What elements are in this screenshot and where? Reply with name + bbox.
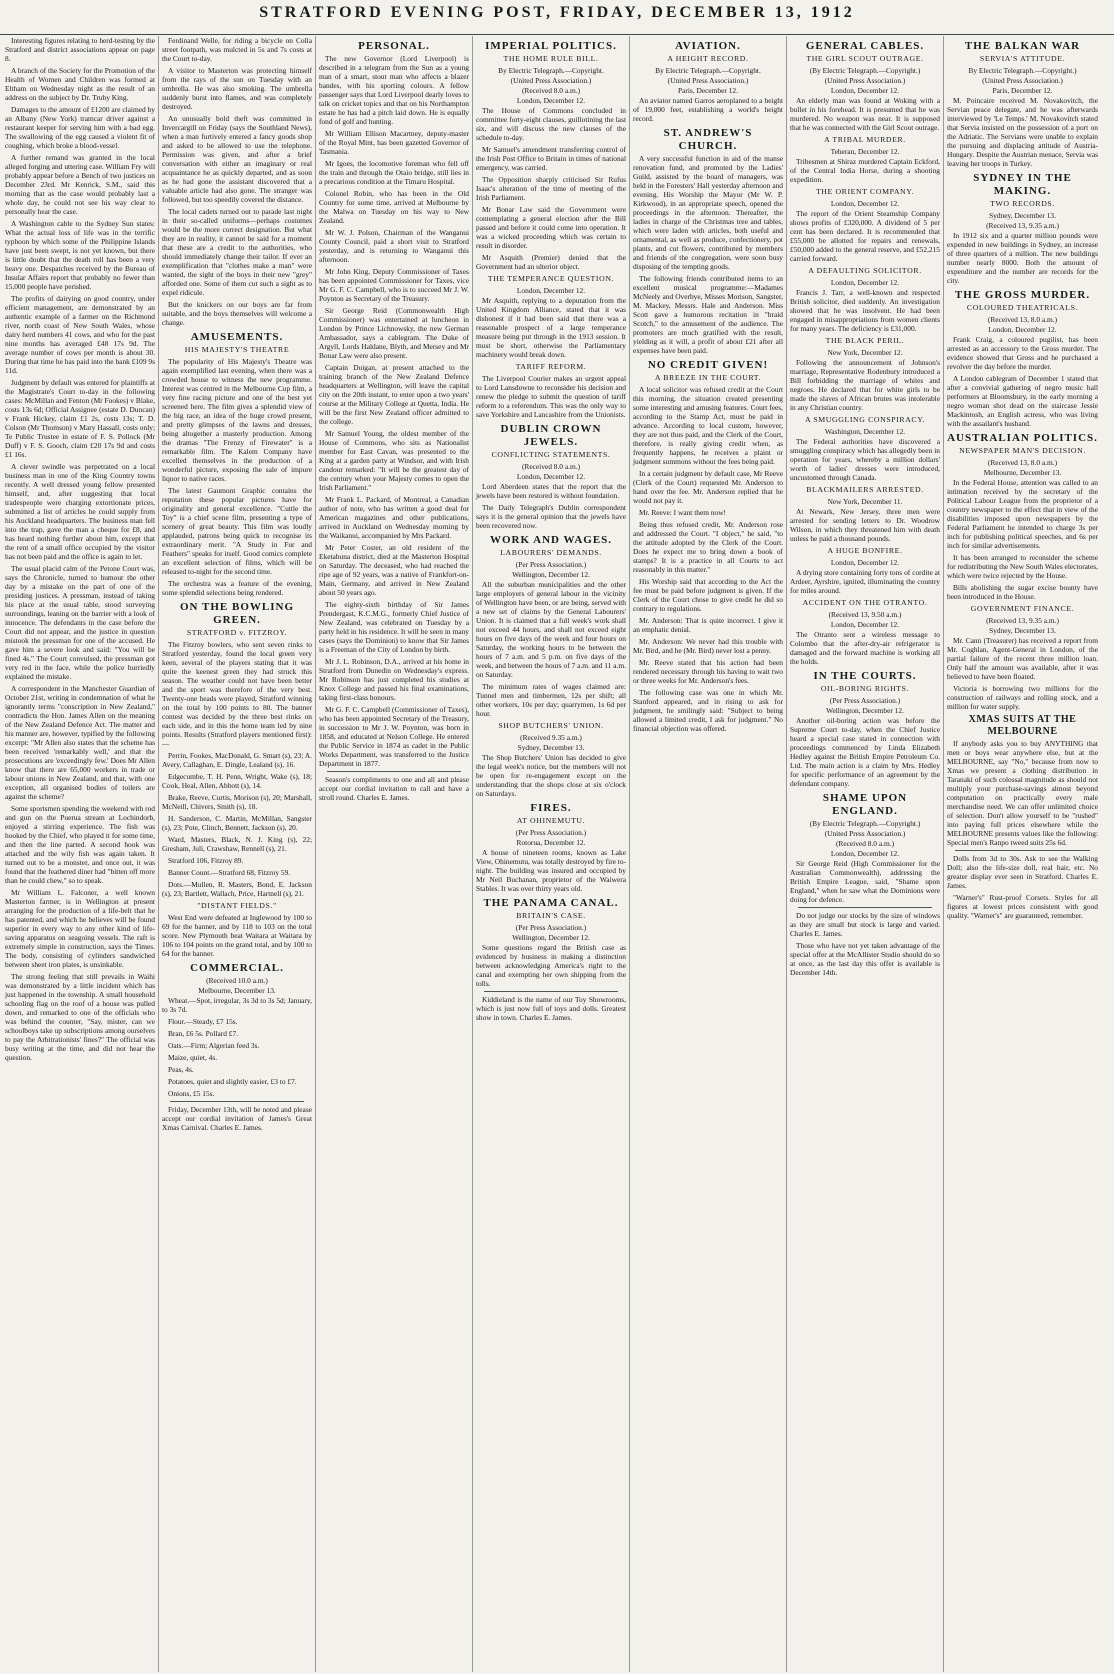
paragraph: It has been arranged to reconsider the scheme for redistributing the New South Wales electorates, which were twice rejected by the House. <box>947 553 1098 580</box>
dateline: London, December 12. <box>830 620 900 629</box>
dateline: London, December 12. <box>830 199 900 208</box>
paragraph: Some sportsmen spending the weekend with rod and gun on the Puerua stream at Lochindorb, enjoyed a stirring experience. The fish was hooked by the Chief, who played it for some time, and then the line parted. A second hook was attached and the wily fish was again taken. It turned out to be a monster, and once out, it was found that the feathered diner had "bitten off more than he could chew," so to speak. <box>5 804 155 885</box>
paragraph: Francis J. Tarr, a well-known and respected British solicitor, died suddenly. An investigation showed that he was insolvent. He had been engaged in misappropriations from women clients for many years. The deficiency is £31,000. <box>790 288 940 333</box>
paragraph: Mr G. F. C. Campbell (Commissioner of Taxes), who has been appointed Secretary of the Treasury, in succession to Mr J. W. Poynton, was born in 1858, and educated at Nelson College. He entered the Public Service in 1874 as cadet in the Public Works Department, was transferred to the Justice Department in 1877. <box>319 705 469 768</box>
paragraph: Mr Igoes, the locomotive foreman who fell off the train and through the Otaio bridge, still lies in a precarious condition at the Timaru Hospital. <box>319 159 469 186</box>
subheadline: TARIFF REFORM. <box>515 362 587 371</box>
dateline: Melbourne, December 13. <box>983 468 1062 477</box>
paragraph: Judgment by default was entered for plaintiffs at the Magistrate's Court to-day in the following cases: McMillan and Fenton (Mr Fookes) v Blake, costs 13s 6d; Official Assignee (estate D. Duncan) v Frank Hickey, claim £1 2s, costs 13s; T. D. Colson (Mr Thomson) v Mary Hassall, costs only; Te Public Trustee in estate of F. S. Pollock (Mr Duff) v F. S. Gooch, claim £20 17s 9d and costs £1 16s. <box>5 378 155 459</box>
paragraph: Mr Bonar Law said the Government were contemplating a general election after the Bill passed and before it could come into operation. It was a wicked proceeding which was certain to result in disorder. <box>476 205 626 250</box>
paragraph: The following case was one in which Mr. Stanford appeared, and in rising to ask for judgment, he smilingly said: "Subject to being allowed a limited credit, I ask for judgment." No financial objection was offered. <box>633 688 783 733</box>
paragraph: The Otranto sent a wireless message to Colombo that the after-dry-air refrigerator is damaged and the forward machine is working all the holds. <box>790 630 940 666</box>
dateline: (Per Press Association.) <box>515 828 587 837</box>
dateline: (Per Press Association.) <box>829 696 901 705</box>
dateline: (United Press Association.) <box>510 76 592 85</box>
paragraph: Dolls from 3d to 30s. Ask to see the Walking Doll; also the life-size doll, real hair, etc. No greater display ever seen in Stratford. Charles E. James. <box>947 854 1098 890</box>
dateline: (Per Press Association.) <box>515 560 587 569</box>
paragraph: The latest Gaumont Graphic contains the reputation these popular pictures have for originality and general excellence. "Cuttle the Toy" is a chief scene film, presenting a type of scenery of great beauty. This film was loudly applauded, patrons being quick to recognise its extraordinary merit. "A Study in Fur and Feathers" speaks for itself. Good comics complete an excellent selection of films, which will be released to-night for the second time. <box>162 486 312 576</box>
paragraph: Mr William L. Falconer, a well known Masterton farmer, is in Wellington at present arranging for the production of a life-belt that he has patented, and which he believes will be found superior in every way to any other kind of life-saving apparatus on seagoing vessels. The raft is extremely simple in construction, says the Times. The body, consisting of cylinders sandwiched between sheet iron plates, is unsinkable. <box>5 888 155 969</box>
paragraph: A visitor to Masterton was protecting himself from the rays of the sun on Tuesday with an umbrella. He was also smoking. The umbrella suddenly burst into flames, and was completely destroyed. <box>162 66 312 111</box>
dateline: (Received 8.0 a.m.) <box>835 839 895 848</box>
dateline: Paris, December 12. <box>992 86 1053 95</box>
paragraph: Bran, £6 5s. Pollard £7. <box>168 1029 239 1038</box>
subheadline: BRITAIN'S CASE. <box>516 911 586 920</box>
column-7 <box>944 36 1101 1672</box>
column-6 <box>787 36 944 1672</box>
paragraph: Edgecumbe, T. H. Penn, Wright, Wake (s), 18; Cook, Heal, Allen, Abbott (s), 14. <box>162 772 312 790</box>
paragraph: Flour.—Steady, £7 15s. <box>168 1017 238 1026</box>
paragraph: An aviator named Garros aeroplaned to a height of 19,000 feet, establishing a world's height record. <box>633 96 783 123</box>
subheadline: THE BLACK PERIL. <box>825 336 905 345</box>
paragraph: The report of the Orient Steamship Company shows profits of £320,000. A dividend of 5 per cent has been declared. It is recommended that £55,000 be allotted for repairs and renewals, £50,000 added to the general reserve, and £52,215 carried forward. <box>790 209 940 263</box>
headline: THE GROSS MURDER. <box>954 289 1091 301</box>
paragraph: Banner Count.—Stratford 68, Fitzroy 59. <box>168 868 291 877</box>
subheadline: HIS MAJESTY'S THEATRE <box>184 345 290 354</box>
subheadline: THE GIRL SCOUT OUTRAGE. <box>806 54 924 63</box>
dateline: Washington, December 12. <box>824 427 906 436</box>
headline: IMPERIAL POLITICS. <box>485 40 617 52</box>
paragraph: A very successful function in aid of the manse renovation fund, and promoted by the Ladies' Guild, assisted by the board of managers, was held in the Foresters' Hall yesterday afternoon and evening. His Worship the Mayor (Mr W. P. Kirkwood), in an appropriate speech, opened the proceedings in the afternoon. Thereafter, the ladies in charge of the Christmas tree and tables, which were laden with articles, both useful and ornamental, as well as produce, confectionery, pot plants, and cut flowers, contributed by members and friends of the congregation, were soon busy disposing of the tempting goods. <box>633 154 783 271</box>
paragraph: The profits of dairying on good country, under efficient management, are demonstrated by an authentic example of a farmer on the Richmond river, north coast of New South Wales, whose dairy herd numbers 41 cows, and who for the past nine months has averaged £48 17s 9d. The average number of cows per month is about 30. During that time he has paid into the bank £109 9s 11d. <box>5 294 155 375</box>
paragraph: Colonel Robin, who has been in the Old Country for some time, arrived at Melbourne by the Malwa on Tuesday on his way to New Zealand. <box>319 189 469 225</box>
paragraph: In 1912 six and a quarter million pounds were expended in new buildings in Sydney, an increase of three quarters of a million. The new buildings number nearly 8000. Both the amount of expenditure and the number are records for the city. <box>947 231 1098 285</box>
paragraph: Onions, £5 15s. <box>168 1089 215 1098</box>
dateline: London, December 12. <box>830 278 900 287</box>
paragraph: The House of Commons concluded in committee forty-eight clauses, guillotining the last six, and will discuss the new clauses of the schedule to-day. <box>476 106 626 142</box>
paragraph: The strong feeling that still prevails in Waihi was demonstrated by a little incident which has just happened in the township. A small household schooling flag on the roof of a house was pulled down, and remarked to one of the officials who was behind the counter, "Say, mister, can we schoolboys take up subscriptions among ourselves to pay the Arbitrationists' fines?" The official was busy writing at the time, and did not hear the question. <box>5 972 155 1062</box>
dateline: (Per Press Association.) <box>515 923 587 932</box>
subheadline: LABOURERS' DEMANDS. <box>500 548 602 557</box>
paragraph: M. Poincaire received M. Novakovitch, the Servian peace delegate, and he was afterwards interviewed by 'Le Temps.' M. Novakovitch stated that Servia insisted on the possession of a port on the Adriatic. The Servians were unable to explain the pursuing and displacing attitude of Austria-Hungary. Despite the Austrian menace, Servia was leaving her troops in Turkey. <box>947 96 1098 168</box>
dateline: Teheran, December 12. <box>830 147 900 156</box>
subheadline: SERVIA'S ATTITUDE. <box>979 54 1066 63</box>
headline: NO CREDIT GIVEN! <box>647 359 769 371</box>
dateline: Wellington, December 12. <box>512 570 590 579</box>
paragraph: An unusually bold theft was committed in Invercargill on Friday (says the Southland News), when a man furtively entered a fancy goods shop and asked to be allowed to use the telephone. Permission was given, and after a brief conversation with either an imaginary or real acquaintance he as quickly departed, and as soon as he had gone the assistant discovered that a valuable article had also gone. The stranger was followed, but too speedily covered the distance. <box>162 114 312 204</box>
column-5 <box>630 36 787 1672</box>
paragraph: Tribesmen at Shiraz murdered Captain Eckford, of the Central India Horse, during a shooting expedition. <box>790 157 940 184</box>
dateline: Paris, December 12. <box>678 86 738 95</box>
dateline: (United Press Association.) <box>982 76 1063 85</box>
paragraph: Mr J. L. Robinson, D.A., arrived at his home in Stratford from Dunedin on Wednesday's express. Mr Robinson has just completed his studies at Knox College and passed his final examinations, taking first-class honours. <box>319 657 469 702</box>
masthead: STRATFORD EVENING POST, FRIDAY, DECEMBER 13, 1912 <box>0 4 1114 35</box>
paragraph: Do not judge our stocks by the size of windows as they are small but stock is large and varied. Charles E. James. <box>790 911 940 938</box>
paragraph: Bills abolishing the sugar excise bounty have been introduced in the House. <box>947 583 1098 601</box>
subheadline: TWO RECORDS. <box>990 199 1055 208</box>
dateline: By Electric Telegraph.—Copyright.) <box>968 66 1077 75</box>
column-1 <box>2 36 159 1672</box>
headline: FIRES. <box>530 802 572 814</box>
column-rule <box>484 991 618 992</box>
headline: AMUSEMENTS. <box>190 331 284 343</box>
dateline: Wellington, December 12. <box>512 933 590 942</box>
dateline: (Received 13, 9.35 a.m.) <box>986 616 1059 625</box>
subheadline: A TRIBAL MURDER. <box>824 135 906 144</box>
paragraph: At Newark, New Jersey, three men were arrested for sending letters to Dr. Woodrow Wilson, in which they threatened him with death unless he paid a thousand pounds. <box>790 507 940 543</box>
paragraph: A London cablegram of December 1 stated that after a convivial gathering of negro music hall performers at Bloomsbury, in the early morning a negro woman shot dead on the staircase Jessie Mackintosh, an English actress, who was living with the assailant's husband. <box>947 374 1098 428</box>
headline: IN THE COURTS. <box>813 670 917 682</box>
paragraph: The usual placid calm of the Petone Court was, says the Chronicle, turned to humour the other day by a mistake on the part of one of the presiding justices. A pressman, instead of taking his place at the usual table, stood surveying surroundings, leaning on the barrier with a look of innocence. The defendants in the case before the Court did not appear, and the justice in question mistook the pressman for one of the accused. He gave him a severe look and said: "You will be fined 4s." The Court convulsed, the pressman got very red in the face, while the police hurriedly explained the mistake. <box>5 564 155 681</box>
paragraph: Mr Frank L. Packard, of Montreal, a Canadian author of note, who has written a good deal for American magazines and other publications, arrived in Auckland on Wednesday morning by the Waikanui, accompanied by Mrs Packard. <box>319 495 469 540</box>
paragraph: Mr W. J. Polson, Chairman of the Wanganui County Council, paid a short visit to Stratford yesterday, and is returning to Wanganui this afternoon. <box>319 228 469 264</box>
paragraph: A drying store containing forty tons of cordite at Ardeer, Ayrshire, ignited, illuminating the country for miles around. <box>790 568 940 595</box>
paragraph: Perrin, Fookes, MacDonald, G. Smart (s), 23; A. Avery, Callaghan, E. Dingle, Lealand (s), 16. <box>162 751 312 769</box>
headline: THE BALKAN WAR <box>964 40 1081 52</box>
paragraph: Brake, Reeve, Curtis, Morison (s), 20; Marshall, McNeill, Chivers, Smith (s), 18. <box>162 793 312 811</box>
subheadline: "DISTANT FIELDS." <box>197 901 277 910</box>
paragraph: Some questions regard the British case as evidenced by business in making a distinction between acknowledging America's right to the canal and exempting her own shipping from the tolls. <box>476 943 626 988</box>
subheadline: A DEFAULTING SOLICITOR. <box>808 266 922 275</box>
subheadline: OIL-BORING RIGHTS. <box>820 684 910 693</box>
paragraph: A house of nineteen rooms, known as Lake View, Ohinemutu, was totally destroyed by fire to-night. The building was insured and occupied by Mr Neil Buchanan, proprietor of the Waiwera Stables. It was over thirty years old. <box>476 848 626 893</box>
headline: COMMERCIAL. <box>190 962 284 974</box>
paragraph: Mr Asquith (Premier) denied that the Government had an ulterior object. <box>476 253 626 271</box>
subheadline: ACCIDENT ON THE OTRANTO. <box>802 598 928 607</box>
dateline: Sydney, December 13. <box>989 211 1056 220</box>
dateline: Melbourne, December 13. <box>198 986 276 995</box>
paragraph: A branch of the Society for the Promotion of the Health of Women and Children was formed at Eltham on Wednesday night as the result of an address on the subject by Dr. Truby King. <box>5 66 155 102</box>
dateline: Sydney, December 13. <box>989 626 1056 635</box>
paragraph: Damages to the amount of £1200 are claimed by an Albany (New York) tramcar driver against a restaurant keeper for serving him with a bad egg. The swallowing of the egg caused a violent fit of coughing, which broke a blood-vessel. <box>5 105 155 150</box>
paragraph: The minimum rates of wages claimed are: Tunnel men and timbermen, 12s per shift; all other workers, 10s per day; quarrymen, 1s 6d per hour. <box>476 682 626 718</box>
paragraph: Victoria is borrowing two millions for the construction of railways and rolling stock, and a million for water supply. <box>947 684 1098 711</box>
paragraph: Season's compliments to one and all and please accept our cordial invitation to call and have a stroll round. Charles E. James. <box>319 775 469 802</box>
paragraph: Peas, 4s. <box>168 1065 194 1074</box>
subheadline: BLACKMAILERS ARRESTED. <box>806 485 924 494</box>
headline: GENERAL CABLES. <box>805 40 925 52</box>
headline: PERSONAL. <box>358 40 430 52</box>
dateline: Rotorua, December 12. <box>516 838 586 847</box>
columns-container <box>2 36 1112 1672</box>
paragraph: H. Sanderson, C. Martin, McMillan, Sangster (s), 23; Pote, Clinch, Bennett, Jackson (s), 20. <box>162 814 312 832</box>
column-2 <box>159 36 316 1672</box>
paragraph: The new Governor (Lord Liverpool) is described in a telegram from the Sun as a young man of a smart, stout man who affects a blazer bandes, with his sporting colours. A fellow passenger says that Lord Liverpool dearly loves to talk on cricket topics and that on his Northampton estate he has had a pitch laid down. He is equally fond of golf and hunting. <box>319 54 469 126</box>
subheadline: THE ORIENT COMPANY. <box>815 187 915 196</box>
paragraph: An elderly man was found at Woking with a bullet in his forehead. It is presumed that he was murdered. No weapon was near. It is supposed that he was connected with the Girl Scout outrage. <box>790 96 940 132</box>
paragraph: Potatoes, quiet and slightly easier, £3 to £7. <box>168 1077 297 1086</box>
dateline: (Received 8.0 a.m.) <box>521 86 581 95</box>
headline: AVIATION. <box>675 40 741 52</box>
headline: SYDNEY IN THE MAKING. <box>973 172 1072 197</box>
dateline: (By Electric Telegraph.—Copyright.) <box>809 66 921 75</box>
dateline: Sydney, December 13. <box>517 743 585 752</box>
dateline: (United Press Association.) <box>667 76 749 85</box>
paragraph: West End were defeated at Inglewood by 100 to 69 for the banner, and by 118 to 103 on the total score. New Plymouth beat Waitara at Waitara by 106 to 104 points on the grand total, and by 100 to 64 for the banner. <box>162 913 312 958</box>
paragraph: Mr Asquith, replying to a deputation from the United Kingdom Alliance, stated that it was dishonest if it had been said that there was a reasonable prospect of a large temperance measure being put through in the 1913 session. It must be short, otherwise the Parliamentary machinery would break down. <box>476 296 626 359</box>
paragraph: The eighty-sixth birthday of Sir James Prendergast, K.C.M.G., formerly Chief Justice of New Zealand, was celebrated on Tuesday by a party held in his residence. It will be seen in many cases (says the Dominion) to know that Sir James is a Freeman of the City of London by birth. <box>319 600 469 654</box>
paragraph: The Federal authorities have discovered a smuggling conspiracy which has allegedly been in operation for years, whereby a million dollars' worth of ladies' dresses were introduced, uncustomed through Canada. <box>790 437 940 482</box>
paragraph: Following the announcement of Johnson's marriage, Representative Rodenbury introduced a Bill forbidding the marriage of whites and negroes. He declared that for white girls to be made the slaves of African brutes was intolerable in any Christian country. <box>790 358 940 412</box>
subheadline: A BREEZE IN THE COURT. <box>654 373 762 382</box>
paragraph: Kiddieland is the name of our Toy Showrooms, which is just now full of toys and dolls. Greatest show in town. Charles E. James. <box>476 995 626 1022</box>
paragraph: Another oil-boring action was before the Supreme Court to-day, when the Chief Justice heard a special case stated in connection with proceedings commenced by Linda Elizabeth Hedley against the British Empire Petroleum Co. Ltd. The main action is a claim by Mrs. Hedley for specific performance of an agreement by the defendant company. <box>790 716 940 788</box>
headline: SHAME UPON ENGLAND. <box>822 792 908 817</box>
paragraph: The popularity of His Majesty's Theatre was again exemplified last evening, when there was a crowded house to witness the new programme. Interest was centred in the Melbourne Cup film, a very fine racing picture and one of the best yet screened here. The film gives a splendid view of the big race, an idea of the huge crowd present, and pretty glimpses of the lawns and dresses, being altogether a masterly production. Among the dramas "The Frenzy of Firewater" is a remarkable film. The Kalem Company have excelled themselves in the production of a wonderful picture, exposing the sale of impure liquor to native races. <box>162 357 312 483</box>
paragraph: Mr John King, Deputy Commissioner of Taxes has been appointed Commissioner for Taxes, vice Mr G. F. C. Campbell, who is to succeed Mr J. W. Poynton as Secretary of the Treasury. <box>319 267 469 303</box>
paragraph: A clever swindle was perpetrated on a local business man in one of the King Country towns recently. A well dressed young fellow presented himself, and, after suggesting that local tradespeople were charging extortionate prices, submitted a list of articles he could supply from his Auckland headquarters. The business man fell into the trap, gave the man a cheque for £8, and has heard nothing further about him, except that the rent of a small office occupied by the visitor has not been paid and the office is again to let. <box>5 462 155 561</box>
subheadline: COLOURED THEATRICALS. <box>966 303 1079 312</box>
dateline: London, December 12. <box>830 849 900 858</box>
paragraph: A correspondent in the Manchester Guardian of October 21st, writing in condemnation of what he ignorantly terms "conscription in New Zealand," contradicts the Hon. James Allen on the meaning of the New Zealand Defence Act. The matter and his manner are, however, typified by the following excerpt: "Mr Allen also states that the scheme has been received 'remarkably well,' and that the prosecutions are 'exceedingly few.' Does Mr Allen know that there are 65,000 workers in trade or labour unions in New Zealand, and that, with one exception, all organised bodies of toilers are against the scheme? <box>5 684 155 801</box>
paragraph: Stratford 106, Fitzroy 89. <box>168 856 244 865</box>
dateline: London, December 12. <box>988 325 1057 334</box>
paragraph: The Shop Butchers' Union has decided to give the legal week's notice, but the members will not be open for re-engagement except on the understanding that the shops close at six o'clock on Saturdays. <box>476 753 626 798</box>
dateline: (Received 13, 8.0 a.m.) <box>987 458 1058 467</box>
paragraph: Mr. Anderson: We never had this trouble with Mr. Bird, and he (Mr. Bird) never lost a penny. <box>633 637 783 655</box>
subheadline: SHOP BUTCHERS' UNION. <box>498 721 604 730</box>
dateline: By Electric Telegraph.—Copyright. <box>655 66 761 75</box>
headline: WORK AND WAGES. <box>489 534 613 546</box>
dateline: (Received 13, 9.50 a.m.) <box>828 610 902 619</box>
paragraph: Frank Craig, a coloured pugilist, has been arrested as an accessory to the Gross murder. The evidence showed that Gross and he purchased a revolver the day before the murder. <box>947 335 1098 371</box>
subheadline: NEWSPAPER MAN'S DECISION. <box>959 446 1086 455</box>
dateline: (Received 13, 8.0 a.m.) <box>987 315 1058 324</box>
headline: DUBLIN CROWN JEWELS. <box>500 423 602 448</box>
paragraph: Mr. Reeve: I want them now! <box>639 508 727 517</box>
dateline: London, December 12. <box>516 286 586 295</box>
dateline: New York, December 12. <box>827 348 903 357</box>
dateline: (Received 8.0 a.m.) <box>521 462 581 471</box>
paragraph: But the knickers on our boys are far from suitable, and the boys themselves will welcome a change. <box>162 300 312 327</box>
paragraph: Sir George Reid (Commonwealth High Commissioner) was entertained at luncheon in London by Prince Lichnowsky, the new German Ambassador, says a cablegram. The Duke of Argyll, Lords Haldane, Blyth, and Mersey and Mr Bonar Law were also present. <box>319 306 469 360</box>
paragraph: Those who have not yet taken advantage of the special offer at the McAllister Studio should do so at once, as the last day this offer is available is December 14th. <box>790 941 940 977</box>
paragraph: His Worship said that according to the Act the fee must be paid before judgment is given. If the Clerk of the Court chose to give credit he did so contrary to regulations. <box>633 577 783 613</box>
paragraph: The Daily Telegraph's Dublin correspondent says it is the general opinion that the jewels have been recovered now. <box>476 503 626 530</box>
paragraph: Captain Duigan, at present attached to the training branch of the New Zealand Defence headquarters at Wellington, will leave the capital city on the 20th instant, to enter upon a two years' course at the Military College at Quetta, India. He will be the first New Zealand officer admitted to the college. <box>319 363 469 426</box>
paragraph: Lord Aberdeen states that the report that the jewels have been restored is without foundation. <box>476 482 626 500</box>
paragraph: The following friends contributed items to an excellent musical programme:—Madames McNeely and Overbye, Misses Morison, Sangster, M. Mackey, Messrs. Hale and Anderson. Miss Scott gave a humorous recitation in "braid Scotch," to the amusement of the audience. The promoters are much gratified with the result, yielding as it will, a profit of about £21 after all expenses have been paid. <box>633 274 783 355</box>
paragraph: The local cadets turned out to parade last night in their so-called uniforms—perhaps costumes would be the more correct designation. But what they are in reality, it cannot be said for a moment that these are a credit to the authorities, who should immediately change their tailor. If ever an exemplification that "clothes make a man" were wanted, the sight of the boys in their new "grey" afforded one. Some of them cut such a sight as to expel ridicule. <box>162 207 312 297</box>
subheadline: THE HOME RULE BILL. <box>503 54 599 63</box>
dateline: (United Press Association.) <box>824 76 906 85</box>
paragraph: A local solicitor was refused credit at the Court this morning, the situation created presenting some interesting and amusing features. Court fees, according to the Stamp Act, must be paid in advance. According to local custom, however, they are not thus paid, and the Clerk of the Court, therefore, is really giving credit when, as frequently happens, he receives a plaint or judgment summons without the fees being paid. <box>633 385 783 466</box>
dateline: By Electric Telegraph.—Copyright. <box>498 66 604 75</box>
paragraph: Mr William Ellison Macartney, deputy-master of the Royal Mint, has been gazetted Governor of Tasmania. <box>319 129 469 156</box>
headline: XMAS SUITS AT THE MELBOURNE <box>968 714 1077 737</box>
paragraph: Sir George Reid (High Commissioner for the Australian Commonwealth), addressing the British Empire League, said, "Shame upon England," when he saw what the Dominions were doing for defence. <box>790 859 940 904</box>
paragraph: Mr. Reeve stated that his action had been rendered necessary through his having to wait two or three weeks for Mr. Anderson's fees. <box>633 658 783 685</box>
paragraph: The Opposition sharply criticised Sir Rufus Isaac's alteration of the time of meeting of the Irish Parliament. <box>476 175 626 202</box>
subheadline: A HUGE BONFIRE. <box>827 546 903 555</box>
subheadline: GOVERNMENT FINANCE. <box>970 604 1075 613</box>
subheadline: A HEIGHT RECORD. <box>667 54 749 63</box>
column-rule <box>798 907 932 908</box>
dateline: (United Press Association.) <box>824 829 906 838</box>
paragraph: A further remand was granted in the local alleged forging and uttering case. William Fry will probably appear before a Bench of two justices on December 23rd. Mr Kenrick, S.M., said this morning that as the case would probably last a whole day, he could not see his way clear to personally hear the case. <box>5 153 155 216</box>
paragraph: Mr. Cann (Treasurer) has received a report from Mr. Coghlan, Agent-General in London, of the partial failure of the recent three million loan. Only half the amount was available, after it was believed to have been floated. <box>947 636 1098 681</box>
paragraph: Mr Samuel Young, the oldest member of the House of Commons, who sits as Nationalist member for East Cavan, was presented to the King at a garden party at Windsor, and with Irish candour remarked: "It will be the greatest day of the century when your Majesty comes to open the Irish Parliament." <box>319 429 469 492</box>
paragraph: A Washington cable to the Sydney Sun states: What the actual loss of life was in the terrific typhoon by which some of the Philippine Islands have just been swept, is not yet known, but there is little doubt that the death roll has been a very heavy one. Despatches received by the Bureau of Insular Affairs report that probably no fewer than 15,000 people have perished. <box>5 219 155 291</box>
paragraph: Friday, December 13th, will be noted and please accept our cordial invitation of James's Great Xmas Carnival. Charles E. James. <box>162 1105 312 1132</box>
paragraph: Oats.—Firm; Algerian feed 3s. <box>168 1041 260 1050</box>
paragraph: The Fitzroy bowlers, who sent seven rinks to Stratford yesterday, found the local green very keen, several of the players stating that it was quite the keenest green they had struck this season. The weather could not have been better and the sport was therefore of the very best. Twenty-one heads were played, Stratford winning on the total by 100 points to 80. The banner contest was decided by the three best rinks on each side, and in this the home team led by nine points. Results (Stratford players mentioned first):— <box>162 640 312 748</box>
paragraph: In the Federal House, attention was called to an intimation received by the secretary of the Political Labour League from the proprietor of a country newspaper to the effect that in view of the disabilities imposed upon newspapers by the Federal Parliament he intended to charge 3s per inch for publishing political speeches, and 6s per inch for similar advertisements. <box>947 478 1098 550</box>
paragraph: Maize, quiet, 4s. <box>168 1053 218 1062</box>
paragraph: Mr Peter Coster, an old resident of the Eketahuna district, died at the Masterton Hospital on Saturday. The deceased, who had reached the ripe age of 92 years, was a native of Frankfort-on-Main, Germany, and arrived in New Zealand about 50 years ago. <box>319 543 469 597</box>
headline: ST. ANDREW'S CHURCH. <box>663 127 753 152</box>
dateline: London, December 12. <box>516 96 586 105</box>
paragraph: In a certain judgment by default case, Mr Reeve (Clerk of the Court) requested Mr. Anderson to hand over the fee. Mr. Anderson replied that he would not pay it. <box>633 469 783 505</box>
paragraph: Ferdinand Welle, for riding a bicycle on Colla street footpath, was mulcted in 5s and 7s costs at the Court to-day. <box>162 36 312 63</box>
dateline: (Received 13, 9.35 a.m.) <box>986 221 1059 230</box>
paragraph: Mr Samuel's amendment transferring control of the Irish Post Office to Britain in times of national emergency, was carried. <box>476 145 626 172</box>
dateline: (By Electric Telegraph.—Copyright.) <box>809 819 921 828</box>
paragraph: Ward, Masters, Black, N. J. King (s), 22; Gresham, Juli, Crawshaw, Rennell (s), 21. <box>162 835 312 853</box>
subheadline: AT OHINEMUTU. <box>516 816 586 825</box>
headline: THE PANAMA CANAL. <box>483 897 619 909</box>
paragraph: Wheat.—Spot, irregular, 3s 3d to 3s 5d; January, to 3s 7d. <box>162 996 312 1014</box>
subheadline: CONFLICTING STATEMENTS. <box>491 450 611 459</box>
column-4 <box>473 36 630 1672</box>
headline: ON THE BOWLING GREEN. <box>179 601 295 626</box>
paragraph: Interesting figures relating to herd-testing by the Stratford and district associations appear on page 8. <box>5 36 155 63</box>
paragraph: All the suburban municipalities and the other large employers of general labour in the vicinity of Wellington have been, or are being, served with a new set of claims by the General Labourers' Union. It is claimed that a full week's work shall not exceed 44 hours, and shall not exceed eight hours on five days of the week and four hours on Saturday, the working hours to be between the hours of 7 a.m. and 5 p.m. on five days of the week, and between the hours of 7 a.m. and 11 a.m. on Saturday. <box>476 580 626 679</box>
dateline: London, December 12. <box>516 472 586 481</box>
subheadline: THE TEMPERANCE QUESTION. <box>487 274 615 283</box>
dateline: Wellington, December 12. <box>826 706 904 715</box>
dateline: (Received 9.35 a.m.) <box>520 733 582 742</box>
paragraph: "Warner's" Rust-proof Corsets. Styles for all figures at lowest prices consistent with good quality. "Warner's" are guaranteed, remember. <box>947 893 1098 920</box>
subheadline: STRATFORD v. FITZROY. <box>186 628 288 637</box>
headline: AUSTRALIAN POLITICS. <box>947 432 1098 444</box>
dateline: London, December 12. <box>830 86 900 95</box>
column-rule <box>327 771 461 772</box>
column-3 <box>316 36 473 1672</box>
paragraph: If anybody asks you to buy ANYTHING that men or boys wear anywhere else, but at the MELBOURNE, say "No," because from now to Xmas we present a clothing distribution in Taranaki of such colossal magnitude as should not multiply your purchase-savings almost beyond computation on practically every male merchandise need. We can offer unlimited choice of selection. Don't allow yourself to be "rushed" into paying full prices elsewhere while the MELBOURNE presents values like the following: Special men's Ranpo tweed suits 25s 6d. <box>947 739 1098 847</box>
dateline: (Received 10.0 a.m.) <box>206 976 268 985</box>
dateline: London, December 12. <box>830 558 900 567</box>
column-rule <box>170 1101 304 1102</box>
paragraph: Mr. Anderson: That is quite incorrect. I give it an emphatic denial. <box>633 616 783 634</box>
paragraph: The Liverpool Courier makes an urgent appeal to Lord Lansdowne to reconsider his decision and renew the pledge to submit the question of tariff reform to a referendum. This was the only way to save Yorkshire and Lancashire from the Unionists. <box>476 374 626 419</box>
column-rule <box>955 850 1090 851</box>
paragraph: Being thus refused credit, Mr. Anderson rose and addressed the Court. "I object," he said, "to the attitude adopted by the Clerk of the Court. Does he expect me to bring down a book of stamps? It is a practice in all Courts to act reasonably in this matter." <box>633 520 783 574</box>
paragraph: The orchestra was a feature of the evening, some splendid selections being rendered. <box>162 579 312 597</box>
subheadline: A SMUGGLING CONSPIRACY. <box>804 415 926 424</box>
paragraph: Dots.—Mullen, R. Masters, Bond, E. Jackson (s), 23; Bartlett, Wallach, Price, Hartnell (s), 21. <box>162 880 312 898</box>
dateline: New York, December 11. <box>827 497 903 506</box>
